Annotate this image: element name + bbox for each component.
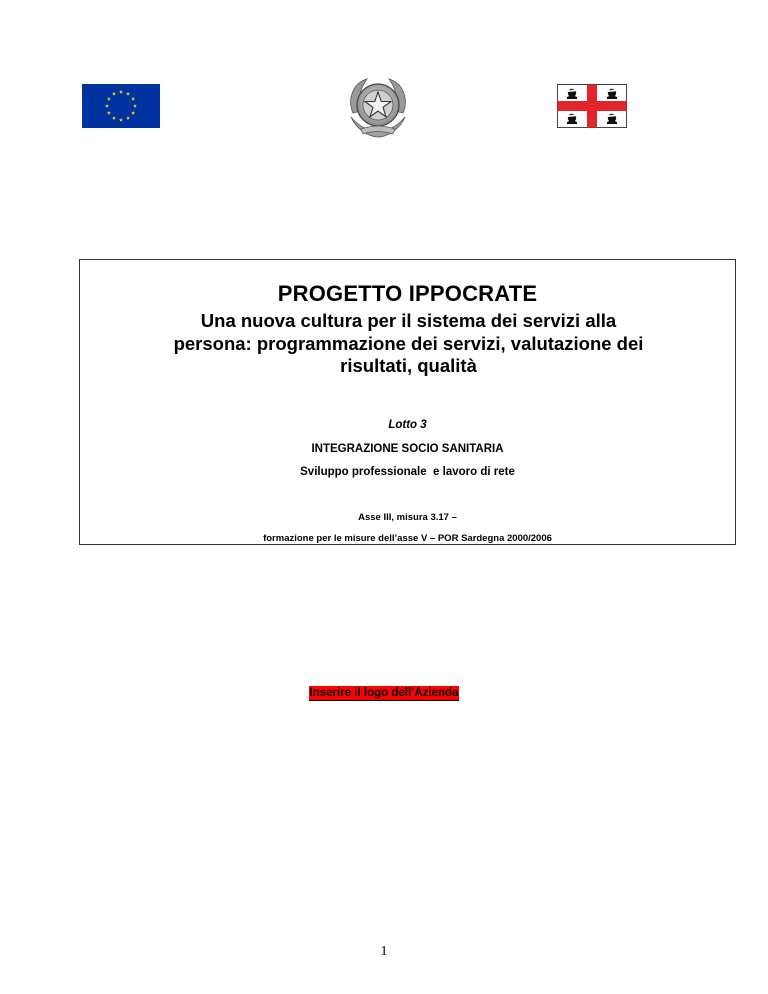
subtitle-line-3: risultati, qualità (340, 355, 477, 376)
document-title: PROGETTO IPPOCRATE (277, 281, 538, 306)
formazione-label: formazione per le misure dell’asse V – POR Sardegna 2000/2006 (263, 533, 552, 544)
subtitle-line-1: Una nuova cultura per il sistema dei servizi alla (200, 310, 617, 331)
title-box (79, 259, 736, 545)
area-label: INTEGRAZIONE SOCIO SANITARIA (311, 443, 504, 455)
subtitle-line-2: persona: programmazione dei servizi, valutazione dei (173, 332, 644, 354)
company-logo-placeholder: Inserire il logo dell’Azienda (309, 687, 459, 699)
eu-flag-icon (82, 84, 160, 128)
theme-label: Sviluppo professionale e lavoro di rete (300, 466, 515, 478)
italian-republic-emblem-icon (343, 73, 413, 141)
asse-label: Asse III, misura 3.17 – (358, 512, 457, 523)
page-number: 1 (380, 944, 388, 959)
company-logo-placeholder-area (0, 683, 768, 701)
lotto-label: Lotto 3 (388, 419, 427, 431)
sardinia-four-moors-flag-icon (557, 84, 627, 128)
document-subtitle (84, 310, 733, 378)
